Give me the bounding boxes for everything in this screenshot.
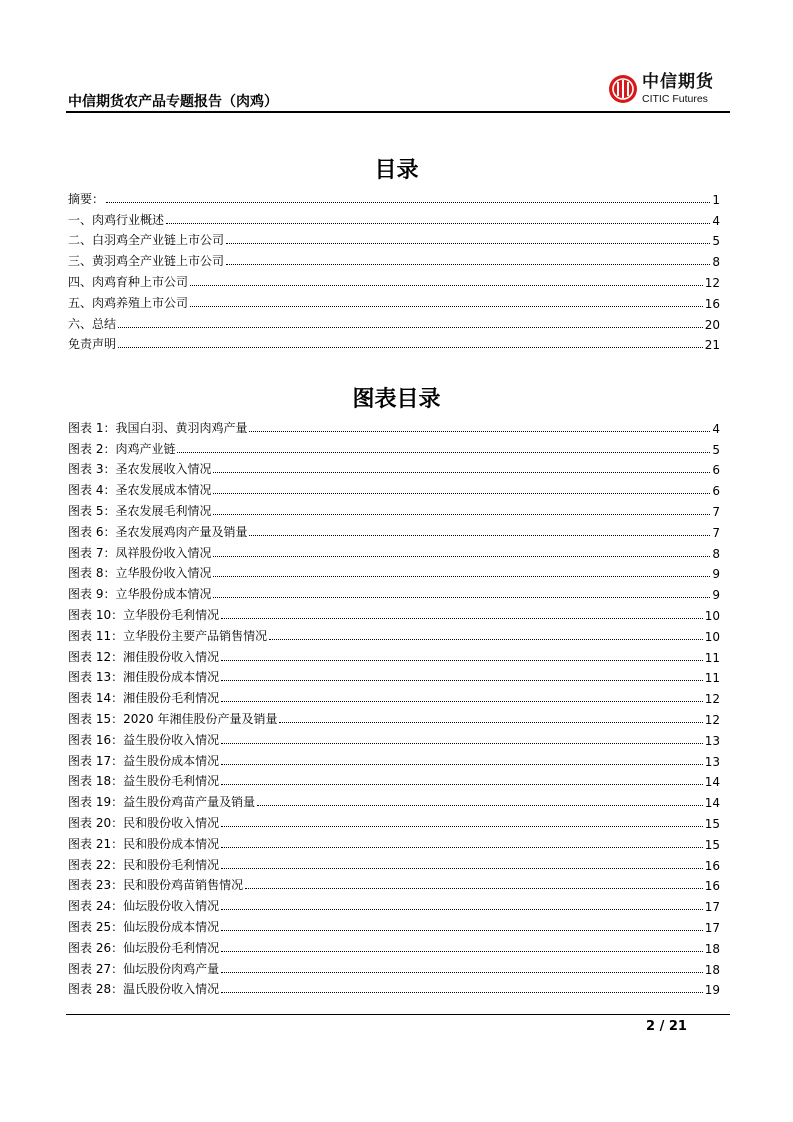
header-rule [66, 111, 730, 113]
entry-page-number: 12 [704, 275, 720, 290]
entry-label: 图表 3：圣农发展收入情况 [68, 462, 212, 477]
dot-leader [221, 909, 703, 910]
figure-entry[interactable] [68, 477, 720, 498]
dot-leader [269, 639, 703, 640]
dot-leader [249, 535, 710, 536]
entry-page-number: 7 [712, 525, 720, 540]
entry-label: 图表 27：仙坛股份肉鸡产量 [68, 961, 220, 976]
figures-toc-title: 图表目录 [352, 387, 441, 412]
figure-entry[interactable] [68, 789, 720, 810]
entry-page-number: 13 [704, 754, 720, 769]
figure-entry[interactable] [68, 831, 720, 852]
entry-page-number: 20 [704, 317, 720, 332]
figure-entry[interactable] [68, 623, 720, 644]
dot-leader [106, 202, 710, 203]
entry-page-number: 7 [712, 504, 720, 519]
dot-leader [221, 972, 703, 973]
citic-emblem-icon [608, 74, 638, 104]
entry-label: 免责声明 [68, 337, 117, 352]
entry-page-number: 12 [704, 692, 720, 707]
citic-futures-logo [608, 74, 714, 105]
entry-page-number: 14 [704, 775, 720, 790]
dot-leader [221, 847, 703, 848]
dot-leader [190, 306, 703, 307]
toc-entry[interactable] [68, 332, 720, 353]
dot-leader [213, 597, 710, 598]
figure-entry[interactable] [68, 706, 720, 727]
figure-entry[interactable] [68, 956, 720, 977]
dot-leader [221, 618, 703, 619]
entry-page-number: 10 [704, 608, 720, 623]
figure-entry[interactable] [68, 852, 720, 873]
entry-label: 图表 14：湘佳股份毛利情况 [68, 691, 220, 706]
figure-entry[interactable] [68, 769, 720, 790]
figure-entry[interactable] [68, 873, 720, 894]
dot-leader [221, 951, 703, 952]
entry-page-number: 14 [704, 796, 720, 811]
figure-entry[interactable] [68, 457, 720, 478]
figure-entry[interactable] [68, 498, 720, 519]
entry-label: 图表 1：我国白羽、黄羽肉鸡产量 [68, 420, 248, 435]
entry-label: 四、肉鸡育种上市公司 [68, 274, 189, 289]
dot-leader [118, 327, 703, 328]
figure-entry[interactable] [68, 561, 720, 582]
dot-leader [213, 472, 710, 473]
entry-page-number: 5 [712, 234, 720, 249]
entry-page-number: 19 [704, 983, 720, 998]
entry-label: 图表 13：湘佳股份成本情况 [68, 670, 220, 685]
entry-page-number: 16 [704, 858, 720, 873]
entry-page-number: 11 [704, 650, 720, 665]
toc-entry[interactable] [68, 186, 720, 207]
entry-page-number: 4 [712, 213, 720, 228]
dot-leader [226, 243, 710, 244]
entry-page-number: 17 [704, 920, 720, 935]
figure-entry[interactable] [68, 415, 720, 436]
footer-rule [66, 1014, 730, 1015]
dot-leader [221, 743, 703, 744]
figures-toc-list [68, 415, 720, 997]
entry-page-number: 21 [704, 338, 720, 353]
entry-page-number: 18 [704, 962, 720, 977]
logo-en-text: CITIC Futures [642, 93, 708, 105]
entry-label: 一、肉鸡行业概述 [68, 212, 165, 227]
figure-entry[interactable] [68, 935, 720, 956]
toc-entry[interactable] [68, 207, 720, 228]
entry-page-number: 13 [704, 733, 720, 748]
dot-leader [177, 452, 710, 453]
entry-page-number: 18 [704, 941, 720, 956]
entry-label: 图表 7：凤祥股份收入情况 [68, 545, 212, 560]
entry-label: 图表 25：仙坛股份成本情况 [68, 919, 220, 934]
toc-entry[interactable] [68, 248, 720, 269]
dot-leader [213, 493, 710, 494]
figure-entry[interactable] [68, 748, 720, 769]
dot-leader [221, 764, 703, 765]
dot-leader [221, 826, 703, 827]
dot-leader [221, 868, 703, 869]
figure-entry[interactable] [68, 602, 720, 623]
entry-page-number: 4 [712, 421, 720, 436]
report-header-title: 中信期货农产品专题报告（肉鸡） [68, 94, 278, 110]
dot-leader [221, 660, 703, 661]
entry-label: 二、白羽鸡全产业链上市公司 [68, 233, 225, 248]
entry-label: 图表 28：温氏股份收入情况 [68, 982, 220, 997]
entry-page-number: 15 [704, 816, 720, 831]
entry-label: 图表 5：圣农发展毛利情况 [68, 503, 212, 518]
figure-entry[interactable] [68, 581, 720, 602]
toc-title: 目录 [374, 158, 419, 183]
entry-label: 图表 2：肉鸡产业链 [68, 441, 176, 456]
entry-page-number: 9 [712, 567, 720, 582]
entry-page-number: 17 [704, 900, 720, 915]
entry-label: 图表 26：仙坛股份毛利情况 [68, 940, 220, 955]
entry-label: 图表 21：民和股份成本情况 [68, 836, 220, 851]
entry-label: 图表 19：益生股份鸡苗产量及销量 [68, 795, 256, 810]
entry-page-number: 6 [712, 484, 720, 499]
dot-leader [190, 285, 703, 286]
entry-page-number: 9 [712, 588, 720, 603]
entry-page-number: 11 [704, 671, 720, 686]
figure-entry[interactable] [68, 914, 720, 935]
entry-page-number: 12 [704, 712, 720, 727]
dot-leader [221, 992, 703, 993]
entry-label: 三、黄羽鸡全产业链上市公司 [68, 254, 225, 269]
dot-leader [221, 701, 703, 702]
entry-label: 图表 9：立华股份成本情况 [68, 587, 212, 602]
entry-label: 六、总结 [68, 316, 117, 331]
figure-entry[interactable] [68, 810, 720, 831]
figure-entry[interactable] [68, 893, 720, 914]
dot-leader [213, 576, 710, 577]
entry-label: 图表 17：益生股份成本情况 [68, 753, 220, 768]
entry-label: 图表 24：仙坛股份收入情况 [68, 899, 220, 914]
entry-page-number: 15 [704, 837, 720, 852]
entry-page-number: 6 [712, 463, 720, 478]
page-indicator: 2 / 21 [646, 1019, 687, 1034]
entry-page-number: 5 [712, 442, 720, 457]
entry-label: 图表 8：立华股份收入情况 [68, 566, 212, 581]
entry-label: 图表 11：立华股份主要产品销售情况 [68, 628, 268, 643]
entry-page-number: 8 [712, 255, 720, 270]
toc-entry[interactable] [68, 290, 720, 311]
dot-leader [221, 784, 703, 785]
dot-leader [221, 930, 703, 931]
dot-leader [221, 680, 703, 681]
entry-label: 图表 23：民和股份鸡苗销售情况 [68, 878, 244, 893]
figure-entry[interactable] [68, 519, 720, 540]
figure-entry[interactable] [68, 540, 720, 561]
dot-leader [257, 805, 703, 806]
entry-page-number: 16 [704, 879, 720, 894]
figure-entry[interactable] [68, 727, 720, 748]
entry-label: 图表 15：2020 年湘佳股份产量及销量 [68, 711, 278, 726]
dot-leader [213, 556, 710, 557]
figure-entry[interactable] [68, 977, 720, 998]
toc-entry[interactable] [68, 269, 720, 290]
figure-entry[interactable] [68, 685, 720, 706]
entry-label: 五、肉鸡养殖上市公司 [68, 295, 189, 310]
figure-entry[interactable] [68, 436, 720, 457]
toc-entry[interactable] [68, 228, 720, 249]
entry-page-number: 8 [712, 546, 720, 561]
dot-leader [118, 347, 703, 348]
figure-entry[interactable] [68, 644, 720, 665]
entry-label: 图表 22：民和股份毛利情况 [68, 857, 220, 872]
entry-label: 图表 16：益生股份收入情况 [68, 732, 220, 747]
dot-leader [213, 514, 710, 515]
dot-leader [249, 431, 710, 432]
entry-label: 图表 18：益生股份毛利情况 [68, 774, 220, 789]
entry-label: 摘要： [68, 191, 105, 206]
entry-page-number: 16 [704, 296, 720, 311]
toc-list [68, 186, 720, 352]
entry-label: 图表 4：圣农发展成本情况 [68, 483, 212, 498]
dot-leader [279, 722, 702, 723]
dot-leader [245, 888, 703, 889]
logo-cn-text: 中信期货 [642, 72, 714, 92]
entry-label: 图表 20：民和股份收入情况 [68, 815, 220, 830]
entry-page-number: 10 [704, 629, 720, 644]
entry-label: 图表 10：立华股份毛利情况 [68, 607, 220, 622]
entry-page-number: 1 [712, 192, 720, 207]
entry-label: 图表 12：湘佳股份收入情况 [68, 649, 220, 664]
toc-entry[interactable] [68, 311, 720, 332]
dot-leader [226, 264, 710, 265]
dot-leader [166, 223, 710, 224]
figure-entry[interactable] [68, 665, 720, 686]
entry-label: 图表 6：圣农发展鸡肉产量及销量 [68, 524, 248, 539]
